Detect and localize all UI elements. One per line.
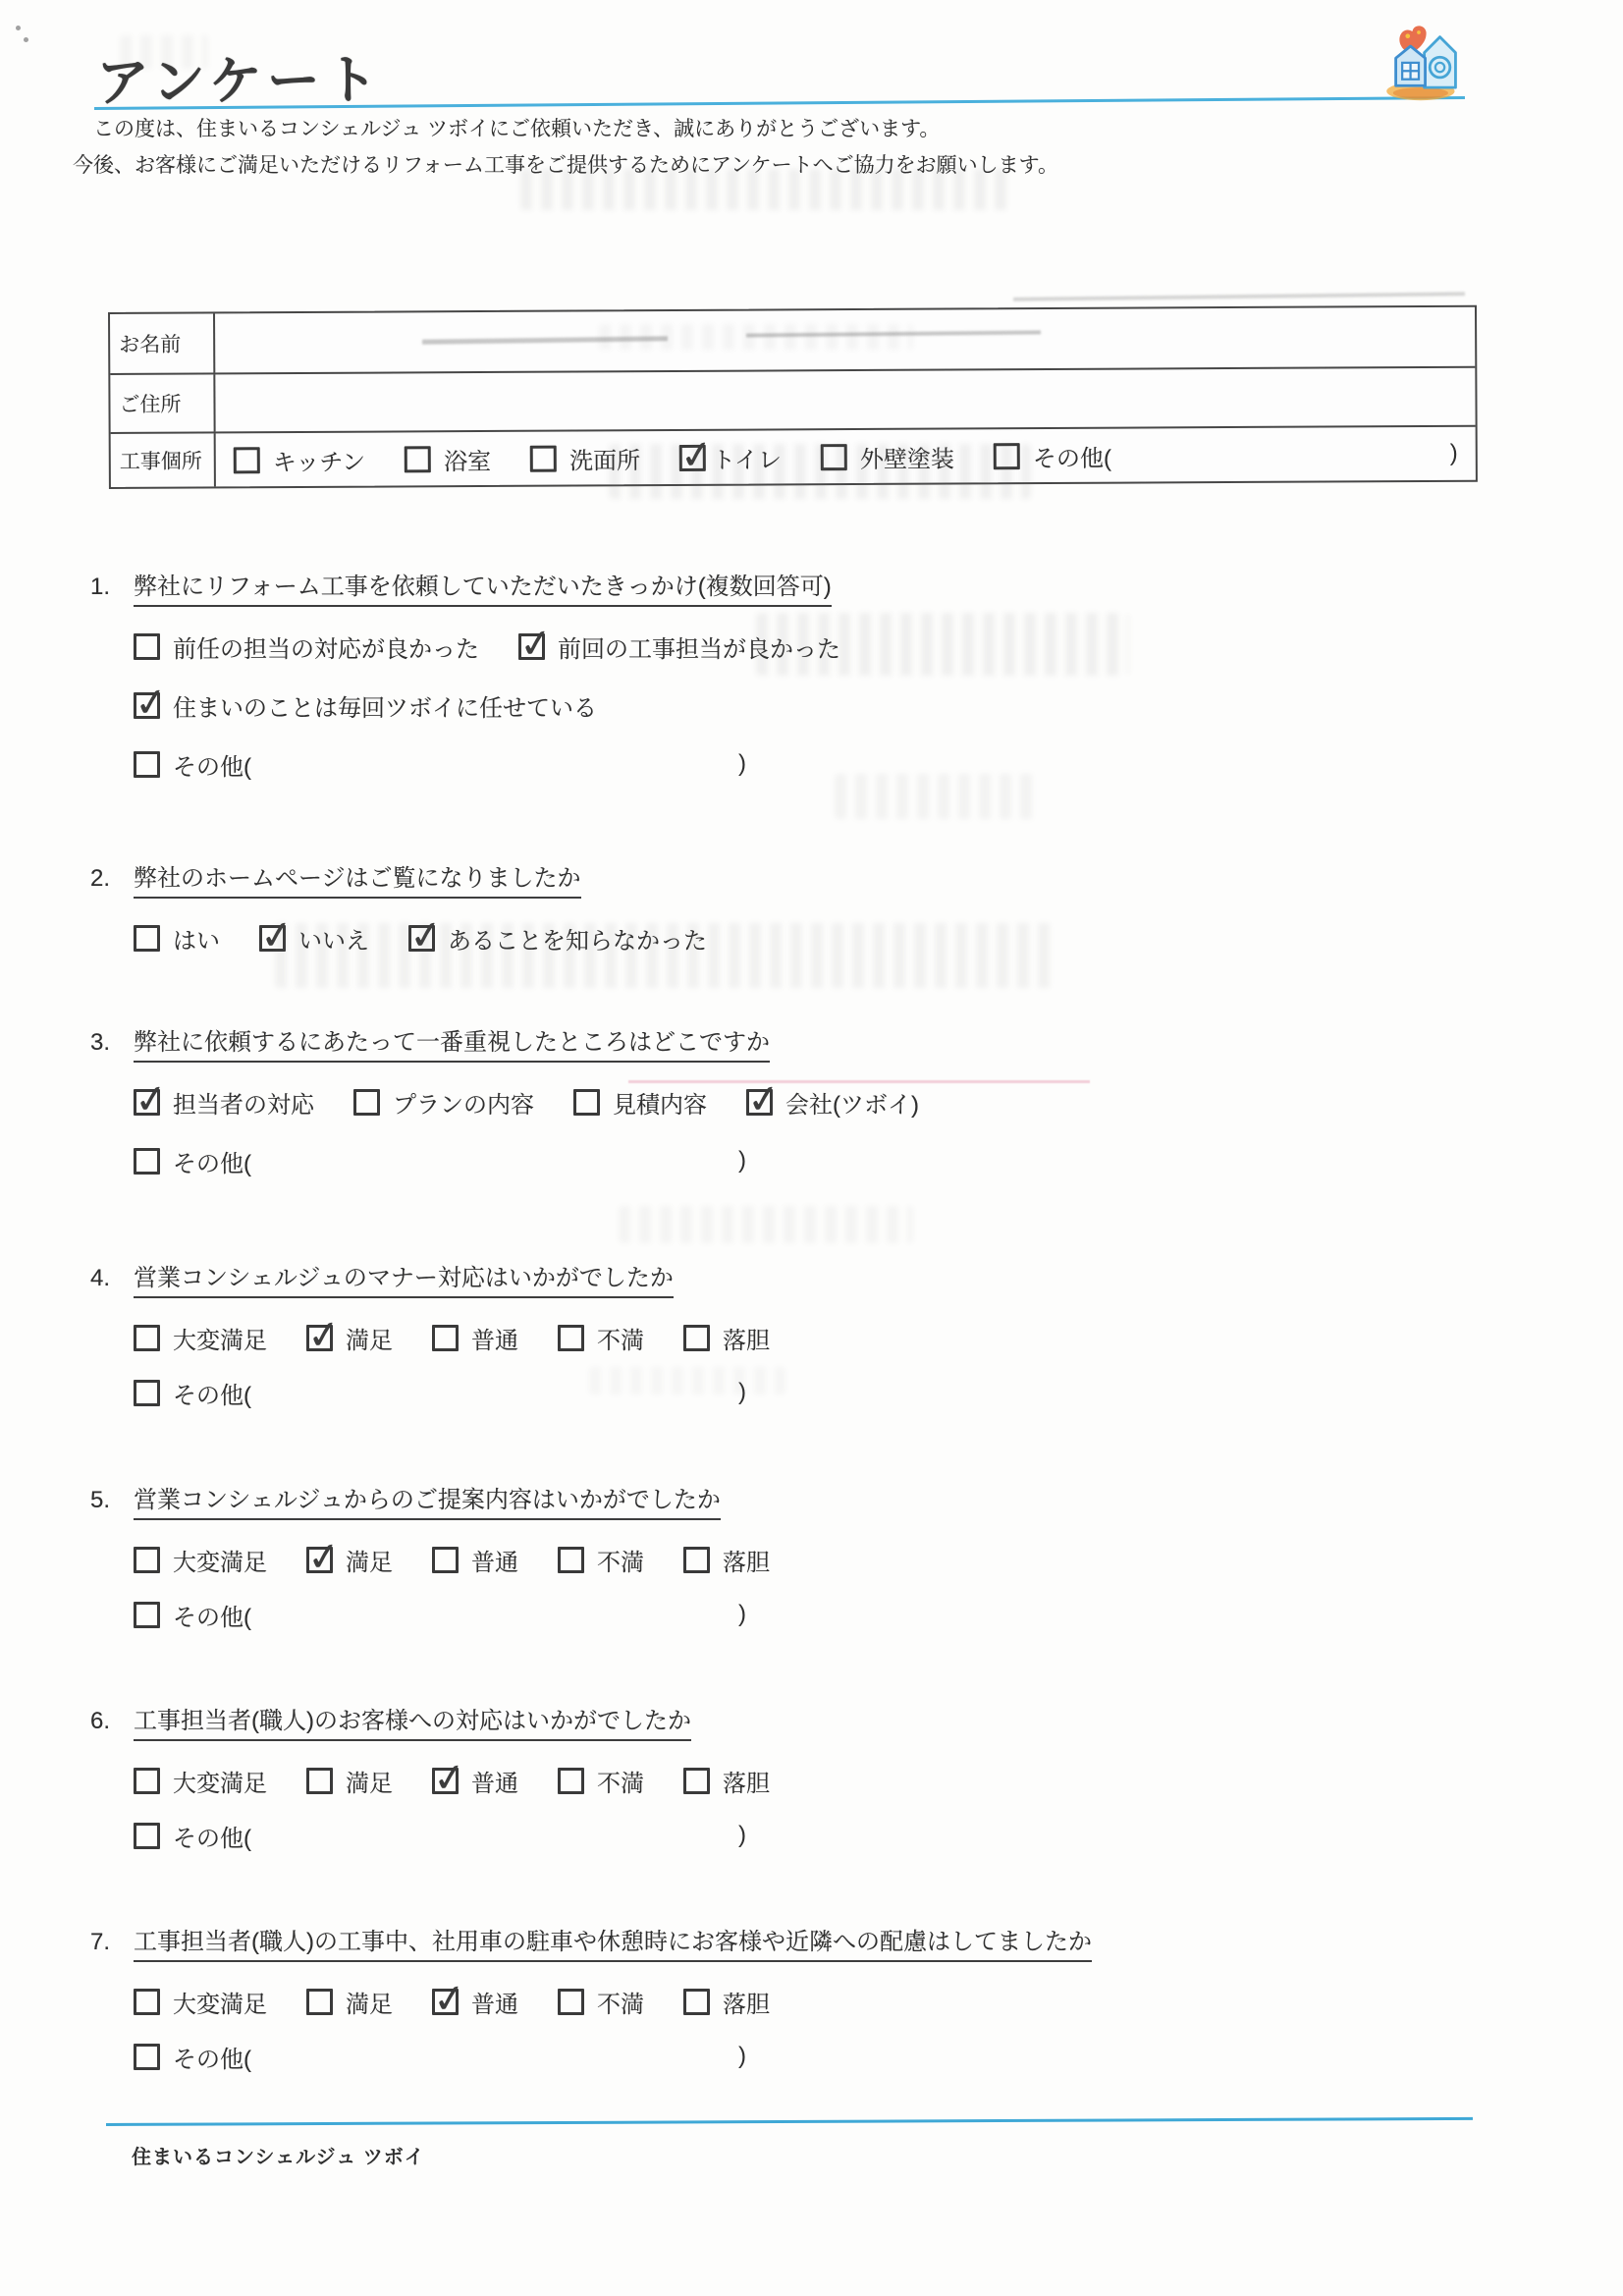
option-neutral[interactable] [432,1321,518,1355]
question-title-text: 工事担当者(職人)のお客様への対応はいかがでしたか [134,1708,691,1741]
question-1-options-row-1 [90,627,1543,666]
option[interactable] [746,1085,919,1120]
option-bathroom[interactable] [405,441,491,475]
option-label: 前任の担当の対応が良かった [173,635,479,663]
option-did-not-know[interactable] [408,921,707,956]
checkbox-icon[interactable] [405,446,431,472]
option-label: プランの内容 [393,1091,534,1119]
option-label: 満足 [346,1327,393,1354]
work-location-options [216,427,1476,487]
scan-speck [24,37,28,42]
question-number: 3. [90,1029,111,1056]
checkbox-icon[interactable] [558,1989,584,2015]
option-label: キッチン [272,449,366,476]
question-title-text: 営業コンシェルジュからのご提案内容はいかがでしたか [134,1487,721,1520]
question-5-heading [90,1481,1543,1520]
checkbox-icon[interactable] [432,1325,459,1351]
option-label: あることを知らなかった [448,927,707,955]
checkbox-icon[interactable] [408,925,435,952]
company-logo [1373,18,1465,104]
question-2 [90,859,1543,957]
checkbox-icon[interactable] [134,1768,160,1794]
checkbox-icon[interactable] [821,444,847,470]
option[interactable] [134,629,479,664]
option[interactable] [353,1085,534,1120]
scan-artifact [1013,292,1465,301]
question-7 [90,1923,1543,2076]
question-6 [90,1702,1543,1855]
option-satisfied[interactable] [306,1321,393,1355]
question-title-text: 弊社に依頼するにあたって一番重視したところはどこですか [134,1029,770,1063]
question-5-other-row [90,1595,746,1634]
question-number: 4. [90,1265,111,1291]
question-1-options-row-2 [90,685,1543,725]
option-label: 落胆 [723,1991,770,2018]
address-label: ご住所 [110,374,215,432]
option-other[interactable] [134,1819,251,1853]
option-label: 満足 [346,1770,393,1797]
option-label: 満足 [346,1991,393,2018]
option-kitchen[interactable] [234,442,366,477]
option-label: その他( [173,1825,251,1852]
option-label: その他( [1032,445,1112,472]
intro-paragraph [73,111,1202,184]
option-label: 満足 [346,1549,393,1576]
close-paren: ) [738,1601,746,1627]
checkbox-icon[interactable] [573,1089,600,1116]
checkbox-icon[interactable] [679,444,706,470]
option-label: 不満 [597,1549,644,1576]
question-3 [90,1023,1543,1180]
close-paren: ) [738,1822,746,1848]
option-toilet[interactable] [679,440,782,475]
option-dissatisfied[interactable] [558,1543,644,1577]
option-label: 担当者の対応 [173,1091,314,1119]
checkbox-icon[interactable] [306,1989,333,2015]
checkbox-icon[interactable] [134,1547,160,1573]
option-label: 大変満足 [173,1991,267,2018]
close-paren: ) [1449,439,1458,466]
checkbox-icon[interactable] [306,1325,333,1351]
question-4-options-row-1 [90,1318,1543,1357]
option-label: 住まいのことは毎回ツボイに任せている [173,694,597,722]
option-label: 大変満足 [173,1770,267,1797]
question-1-other-row [90,744,746,784]
question-7-other-row [90,2037,746,2076]
work-location-row [111,425,1476,487]
option-label: 不満 [597,1991,644,2018]
name-field[interactable] [215,307,1475,373]
option-label: いいえ [298,927,369,955]
checkbox-icon[interactable] [134,1602,160,1628]
checkbox-icon[interactable] [134,1325,160,1351]
option-label: その他( [173,2046,251,2073]
checkbox-icon[interactable] [432,1768,459,1794]
checkbox-icon[interactable] [994,443,1020,469]
checkbox-icon[interactable] [558,1547,584,1573]
option-neutral[interactable] [432,1985,518,2019]
checkbox-icon[interactable] [746,1089,773,1116]
checkbox-icon[interactable] [134,925,160,952]
checkbox-icon[interactable] [558,1768,584,1794]
option-dissatisfied[interactable] [558,1321,644,1355]
option-very-satisfied[interactable] [134,1543,267,1577]
checkbox-icon[interactable] [530,445,557,471]
question-7-options-row-1 [90,1982,1543,2021]
option-dissatisfied[interactable] [558,1764,644,1798]
option-disappointed[interactable] [683,1764,770,1798]
checkbox-icon[interactable] [134,1148,160,1175]
checkbox-icon[interactable] [306,1547,333,1573]
close-paren: ) [738,2043,746,2069]
checkbox-icon[interactable] [134,1989,160,2015]
checkbox-icon[interactable] [134,1823,160,1849]
option-satisfied[interactable] [306,1985,393,2019]
question-4-heading [90,1259,1543,1298]
question-4-other-row [90,1373,746,1412]
option-label: 見積内容 [613,1091,707,1119]
option-other[interactable] [134,2040,251,2074]
checkbox-icon[interactable] [683,1547,710,1573]
option-label: その他( [173,1150,251,1177]
option-satisfied[interactable] [306,1543,393,1577]
address-field[interactable] [215,368,1475,432]
checkbox-icon[interactable] [683,1989,710,2015]
question-7-heading [90,1923,1543,1962]
option-label: 大変満足 [173,1327,267,1354]
option-label: 大変満足 [173,1549,267,1576]
checkbox-icon[interactable] [134,2044,160,2070]
checkbox-icon[interactable] [518,633,545,660]
option-label: 落胆 [723,1770,770,1797]
option-other[interactable] [134,1376,251,1410]
question-number: 2. [90,865,111,892]
question-6-options-row-1 [90,1761,1543,1800]
option-label: 普通 [471,1770,518,1797]
name-label: お名前 [110,313,215,373]
option-label: 普通 [471,1991,518,2018]
option-very-satisfied[interactable] [134,1985,267,2019]
option-other[interactable] [134,747,251,782]
option-exterior-paint[interactable] [821,439,954,474]
checkbox-icon[interactable] [134,1089,160,1116]
customer-info-table [108,305,1478,489]
option-dissatisfied[interactable] [558,1985,644,2019]
checkbox-icon[interactable] [432,1547,459,1573]
option-label: 外壁塗装 [859,445,955,473]
option-disappointed[interactable] [683,1985,770,2019]
checkbox-icon[interactable] [353,1089,380,1116]
option-label: 前回の工事担当が良かった [558,635,840,663]
close-paren: ) [738,1147,746,1174]
question-5-options-row-1 [90,1540,1543,1579]
question-title-text: 弊社のホームページはご覧になりましたか [134,865,581,899]
question-3-options-row-1 [90,1082,1543,1121]
question-title-text: 工事担当者(職人)の工事中、社用車の駐車や休憩時にお客様や近隣への配慮はしてましたか [134,1929,1092,1962]
question-title-text: 弊社にリフォーム工事を依頼していただいたきっかけ(複数回答可) [134,574,832,607]
option[interactable] [134,688,597,723]
checkbox-icon[interactable] [234,447,260,473]
option-label: その他( [173,1604,251,1631]
checkbox-icon[interactable] [134,1380,160,1406]
checkbox-icon[interactable] [259,925,286,952]
option-neutral[interactable] [432,1764,518,1798]
houses-heart-logo-icon [1373,18,1465,104]
question-1 [90,568,1543,784]
option-label: 普通 [471,1549,518,1576]
checkbox-icon[interactable] [683,1325,710,1351]
option-label: 普通 [471,1327,518,1354]
option-label: はい [173,927,220,955]
question-6-other-row [90,1816,746,1855]
option-other[interactable] [134,1144,251,1178]
checkbox-icon[interactable] [432,1989,459,2015]
question-3-heading [90,1023,1543,1063]
name-row [110,307,1475,373]
question-number: 6. [90,1708,111,1734]
option-satisfied[interactable] [306,1764,393,1798]
footer-divider [106,2117,1473,2126]
checkbox-icon[interactable] [558,1325,584,1351]
checkbox-icon[interactable] [134,633,160,660]
question-1-heading [90,568,1543,607]
question-4 [90,1259,1543,1412]
option-label: 不満 [597,1770,644,1797]
checkbox-icon[interactable] [134,751,160,778]
option-label: 洗面所 [569,447,641,475]
checkbox-icon[interactable] [683,1768,710,1794]
option-very-satisfied[interactable] [134,1321,267,1355]
option-label: その他( [173,1382,251,1409]
checkbox-icon[interactable] [134,692,160,719]
scan-artifact [619,1206,913,1243]
option-very-satisfied[interactable] [134,1764,267,1798]
close-paren: ) [738,750,746,777]
scan-speck [16,26,21,30]
option-label: 会社(ツボイ) [785,1091,919,1119]
intro-line-2: 今後、お客様にご満足いただけるリフォーム工事をご提供するためにアンケートへご協力をお願いします。 [73,154,1059,177]
option-label: その他( [173,753,251,781]
option-disappointed[interactable] [683,1321,770,1355]
option-disappointed[interactable] [683,1543,770,1577]
close-paren: ) [738,1379,746,1405]
option-label: 浴室 [444,448,492,475]
option-label: 落胆 [723,1549,770,1576]
option[interactable] [518,629,840,664]
option[interactable] [134,1085,314,1120]
option-no[interactable] [259,921,369,956]
option-label: トイレ [712,446,783,474]
checkbox-icon[interactable] [306,1768,333,1794]
question-6-heading [90,1702,1543,1741]
question-number: 7. [90,1929,111,1955]
question-3-other-row [90,1141,746,1180]
option-other[interactable] [994,438,1111,473]
option-other[interactable] [134,1598,251,1632]
question-number: 5. [90,1487,111,1513]
address-row [110,366,1475,432]
question-5 [90,1481,1543,1634]
option-label: 不満 [597,1327,644,1354]
option-yes[interactable] [134,921,220,956]
option-washroom[interactable] [530,441,640,476]
question-number: 1. [90,574,111,600]
option[interactable] [573,1085,707,1120]
intro-line-1: この度は、住まいるコンシェルジュ ツボイにご依頼いただき、誠にありがとうございます。 [73,118,941,140]
work-location-label: 工事個所 [111,433,216,487]
question-title-text: 営業コンシェルジュのマナー対応はいかがでしたか [134,1265,674,1298]
page-title: アンケート [95,50,384,113]
footer-company-name: 住まいるコンシェルジュ ツボイ [132,2147,425,2168]
question-2-heading [90,859,1543,899]
option-neutral[interactable] [432,1543,518,1577]
question-2-options-row-1 [90,918,1543,957]
option-label: 落胆 [723,1327,770,1354]
